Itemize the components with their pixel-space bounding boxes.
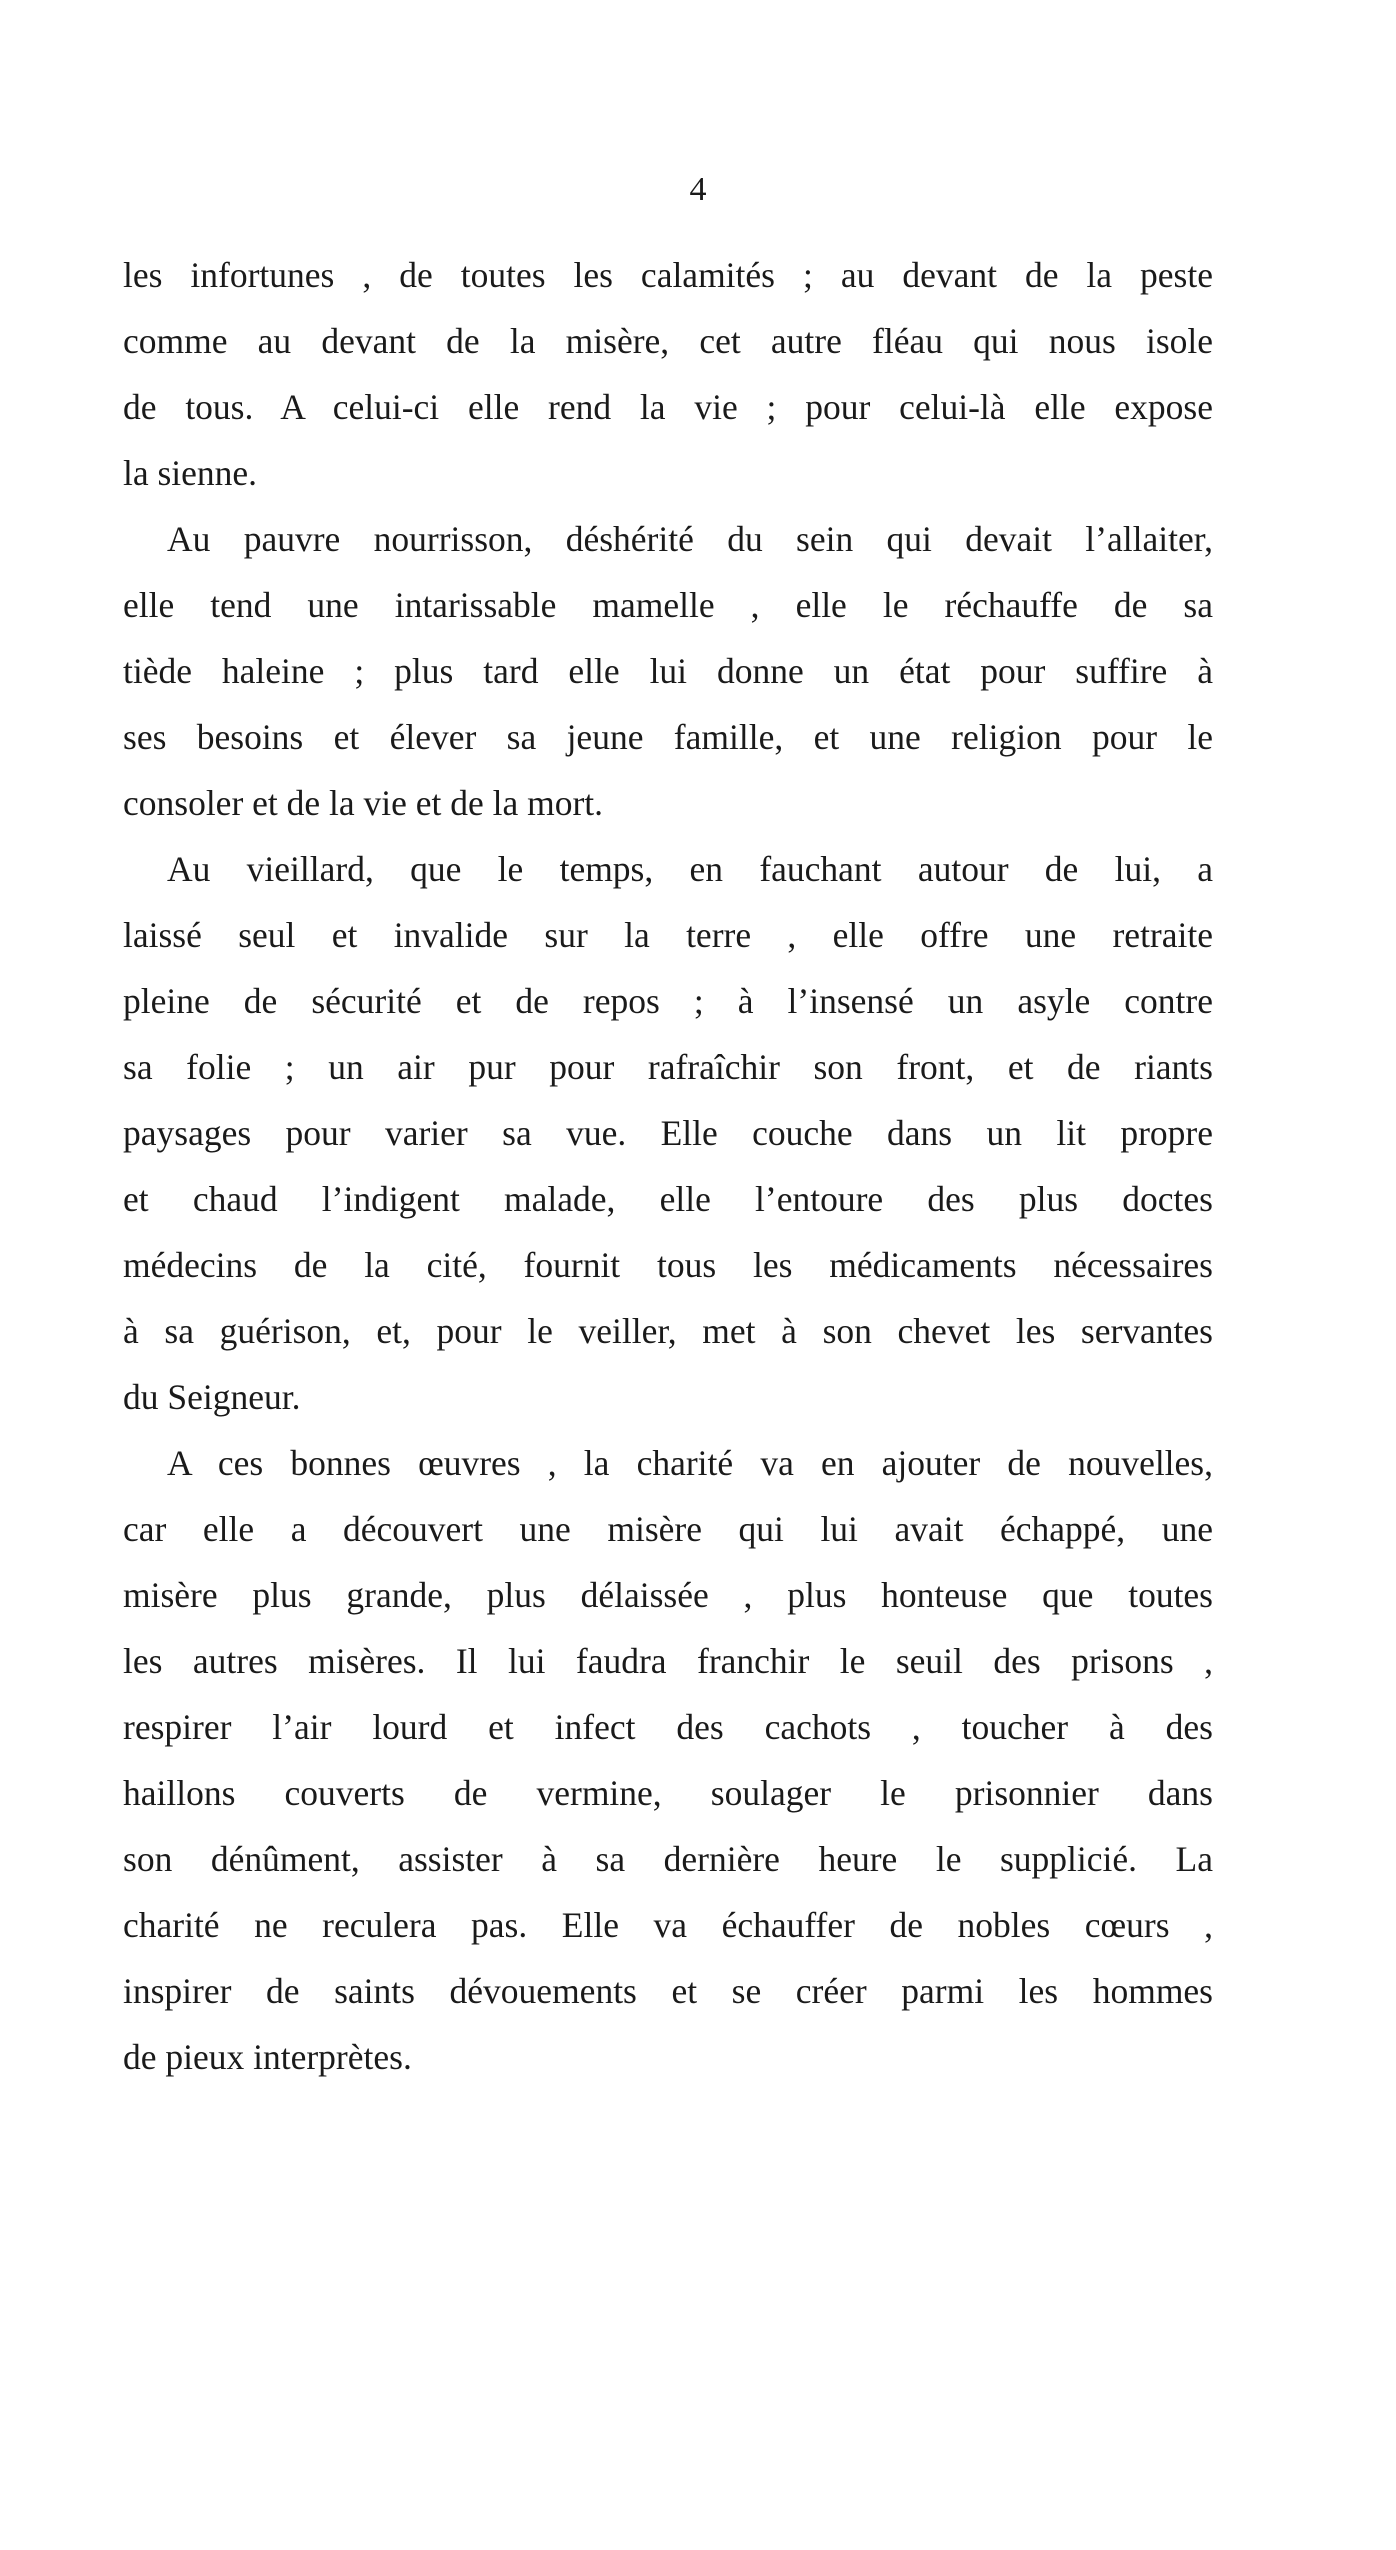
text-line: consoler et de la vie et de la mort. — [123, 783, 604, 823]
text-line: comme au devant de la misère, cet autre fléau qui nous isole — [123, 321, 1213, 361]
text-line: paysages pour varier sa vue. Elle couche dans un lit propre — [123, 1113, 1213, 1153]
text-line: de tous. A celui-ci elle rend la vie ; pour celui-là elle expose — [123, 387, 1213, 427]
text-line: pleine de sécurité et de repos ; à l’insensé un asyle contre — [123, 981, 1213, 1021]
text-line: tiède haleine ; plus tard elle lui donne un état pour suffire à — [123, 651, 1213, 691]
paragraph-1 — [123, 242, 1213, 506]
text-line: médecins de la cité, fournit tous les médicaments nécessaires — [123, 1245, 1213, 1285]
text-line: du Seigneur. — [123, 1377, 301, 1417]
paragraph-4 — [123, 1430, 1213, 2090]
text-line: Au vieillard, que le temps, en fauchant autour de lui, a — [167, 849, 1213, 889]
paragraph-2 — [123, 506, 1213, 836]
text-line: elle tend une intarissable mamelle , elle le réchauffe de sa — [123, 585, 1213, 625]
text-line: inspirer de saints dévouements et se créer parmi les hommes — [123, 1971, 1213, 2011]
text-line: A ces bonnes œuvres , la charité va en ajouter de nouvelles, — [167, 1443, 1213, 1483]
text-line: ses besoins et élever sa jeune famille, et une religion pour le — [123, 717, 1213, 757]
text-line: respirer l’air lourd et infect des cachots , toucher à des — [123, 1707, 1213, 1747]
text-line: Au pauvre nourrisson, déshérité du sein qui devait l’allaiter, — [167, 519, 1213, 559]
text-line: de pieux interprètes. — [123, 2037, 412, 2077]
text-line: la sienne. — [123, 453, 258, 493]
text-line: laissé seul et invalide sur la terre , elle offre une retraite — [123, 915, 1213, 955]
page-number: 4 — [689, 171, 707, 208]
body-text — [123, 242, 1213, 2090]
text-line: son dénûment, assister à sa dernière heure le supplicié. La — [123, 1839, 1213, 1879]
text-line: sa folie ; un air pur pour rafraîchir son front, et de riants — [123, 1047, 1213, 1087]
text-line: les infortunes , de toutes les calamités ; au devant de la peste — [123, 255, 1213, 295]
text-line: à sa guérison, et, pour le veiller, met à son chevet les servantes — [123, 1311, 1213, 1351]
text-line: les autres misères. Il lui faudra franchir le seuil des prisons , — [123, 1641, 1213, 1681]
text-line: car elle a découvert une misère qui lui avait échappé, une — [123, 1509, 1213, 1549]
text-line: haillons couverts de vermine, soulager le prisonnier dans — [123, 1773, 1213, 1813]
text-line: charité ne reculera pas. Elle va échauffer de nobles cœurs , — [123, 1905, 1213, 1945]
paragraph-3 — [123, 836, 1213, 1430]
text-line: misère plus grande, plus délaissée , plus honteuse que toutes — [123, 1575, 1213, 1615]
text-line: et chaud l’indigent malade, elle l’entoure des plus doctes — [123, 1179, 1213, 1219]
